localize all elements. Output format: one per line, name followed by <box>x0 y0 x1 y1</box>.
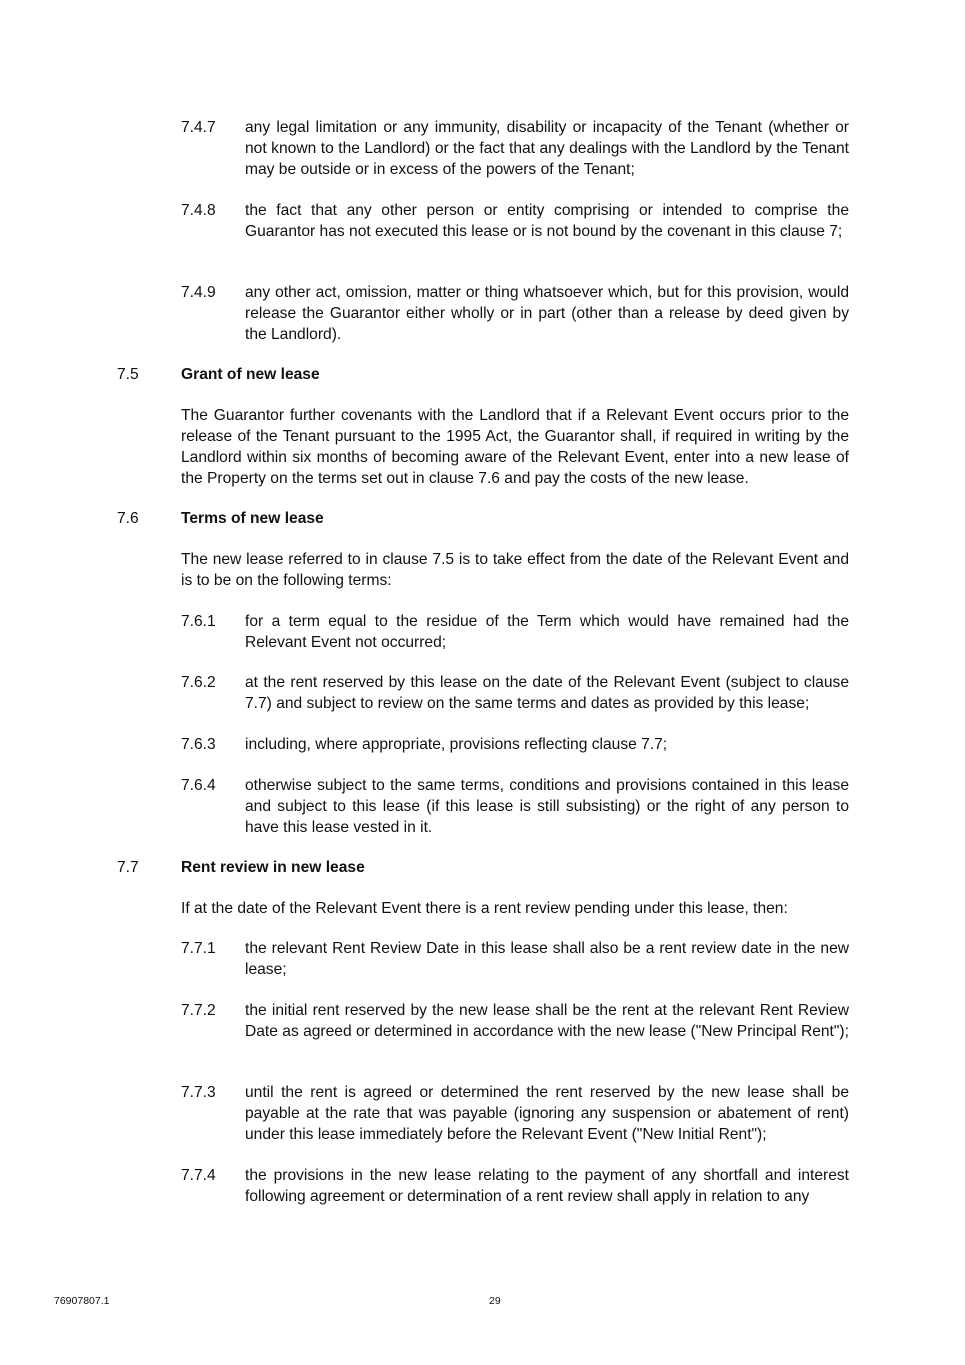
section-number: 7.5 <box>117 366 139 383</box>
section-title: Grant of new lease <box>181 366 320 383</box>
clause-text: otherwise subject to the same terms, conditions and provisions contained in this lease and subject to this lease (if this lease is still subsisting) or the right of any person to have this lease vested in it. <box>245 777 849 836</box>
clause-number: 7.6.4 <box>181 777 216 794</box>
clause-7-6-4 <box>181 775 849 838</box>
section-heading-7-7 <box>117 857 849 878</box>
clause-text: for a term equal to the residue of the Term which would have remained had the Relevant Event not occurred; <box>245 613 849 651</box>
clause-text: the provisions in the new lease relating to the payment of any shortfall and interest following agreement or determination of a rent review shall apply in relation to any <box>245 1167 849 1205</box>
section-body-7-7: If at the date of the Relevant Event there is a rent review pending under this lease, then: <box>181 900 788 917</box>
clause-text: the initial rent reserved by the new lease shall be the rent at the relevant Rent Review Date as agreed or determined in accordance with the new lease ("New Principal Rent"); <box>245 1002 849 1040</box>
clause-text: until the rent is agreed or determined the rent reserved by the new lease shall be payable at the rate that was payable (ignoring any suspension or abatement of rent) under this lease immediately before the Relevant Event ("New Initial Rent"); <box>245 1084 849 1143</box>
document-reference: 76907807.1 <box>54 1295 110 1307</box>
clause-number: 7.6.2 <box>181 674 216 691</box>
section-body-7-6: The new lease referred to in clause 7.5 is to take effect from the date of the Relevant Event and is to be on the following terms: <box>181 551 849 589</box>
clause-text: at the rent reserved by this lease on the date of the Relevant Event (subject to clause 7.7) and subject to review on the same terms and dates as provided by this lease; <box>245 674 849 712</box>
section-body-7-5: The Guarantor further covenants with the Landlord that if a Relevant Event occurs prior to the release of the Tenant pursuant to the 1995 Act, the Guarantor shall, if required in writing by the Landlord within six months of becoming aware of the Relevant Event, enter into a new lease of the Property on the terms set out in clause 7.6 and pay the costs of the new lease. <box>181 407 849 487</box>
page-number: 29 <box>489 1295 501 1307</box>
clause-7-7-4 <box>181 1165 849 1207</box>
clause-number: 7.6.1 <box>181 613 216 630</box>
clause-number: 7.4.9 <box>181 284 216 301</box>
clause-7-4-8 <box>181 200 849 242</box>
clause-7-6-3 <box>181 734 849 755</box>
clause-number: 7.7.1 <box>181 940 216 957</box>
section-title: Terms of new lease <box>181 510 324 527</box>
section-heading-7-6 <box>117 508 849 529</box>
clause-text: any legal limitation or any immunity, disability or incapacity of the Tenant (whether or not known to the Landlord) or the fact that any dealings with the Landlord by the Tenant may be outside or in excess of the powers of the Tenant; <box>245 119 849 178</box>
clause-7-7-1 <box>181 938 849 980</box>
clause-text: any other act, omission, matter or thing whatsoever which, but for this provision, would release the Guarantor either wholly or in part (other than a release by deed given by the Landlord). <box>245 284 849 343</box>
clause-number: 7.4.7 <box>181 119 216 136</box>
clause-number: 7.7.4 <box>181 1167 216 1184</box>
clause-number: 7.6.3 <box>181 736 216 753</box>
clause-7-6-1 <box>181 611 849 653</box>
clause-number: 7.7.2 <box>181 1002 216 1019</box>
section-heading-7-5 <box>117 364 849 385</box>
clause-7-6-2 <box>181 672 849 714</box>
section-number: 7.6 <box>117 510 139 527</box>
clause-7-4-9 <box>181 282 849 345</box>
section-number: 7.7 <box>117 859 139 876</box>
clause-text: including, where appropriate, provisions reflecting clause 7.7; <box>245 736 668 753</box>
clause-7-7-2 <box>181 1000 849 1042</box>
clause-number: 7.7.3 <box>181 1084 216 1101</box>
clause-7-4-7 <box>181 117 849 180</box>
clause-text: the relevant Rent Review Date in this lease shall also be a rent review date in the new lease; <box>245 940 849 978</box>
clause-7-7-3 <box>181 1082 849 1145</box>
clause-text: the fact that any other person or entity comprising or intended to comprise the Guarantor has not executed this lease or is not bound by the covenant in this clause 7; <box>245 202 849 240</box>
section-title: Rent review in new lease <box>181 859 365 876</box>
clause-number: 7.4.8 <box>181 202 216 219</box>
